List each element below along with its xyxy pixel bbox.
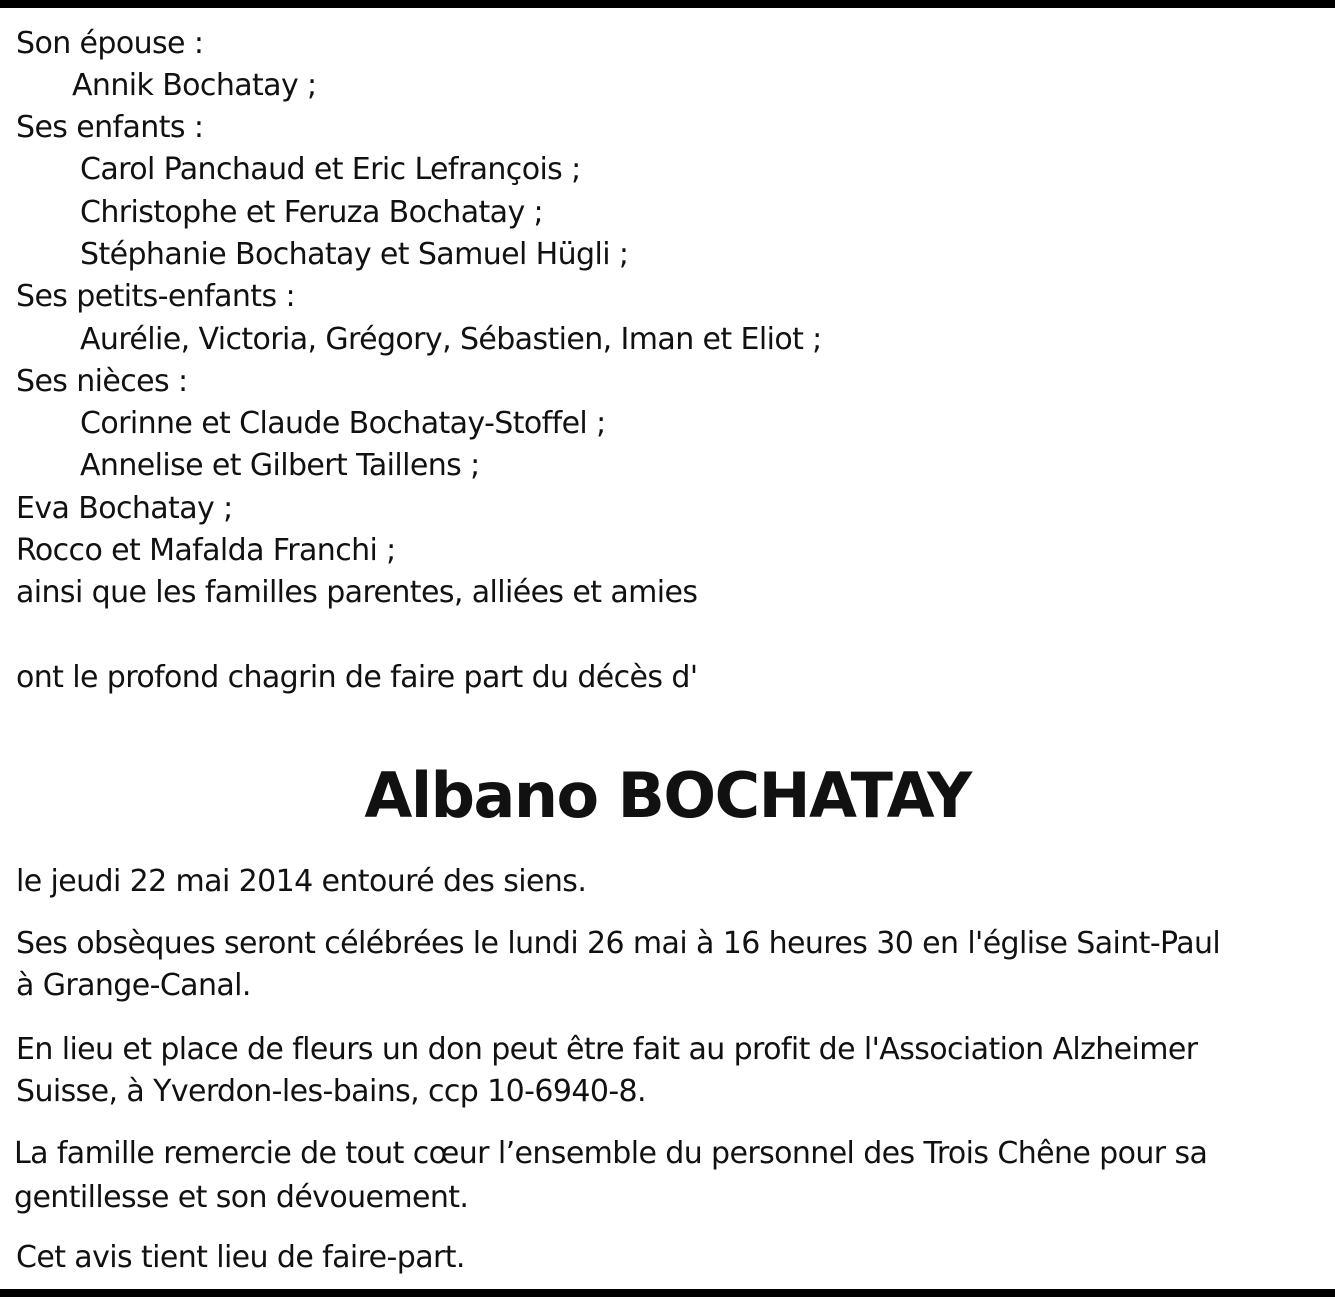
deceased-name: Albano BOCHATAY <box>364 759 971 832</box>
donation-line: En lieu et place de fleurs un don peut être fait au profit de l'Association Alzheimer <box>16 1032 1198 1067</box>
donation-line: Suisse, à Yverdon-les-bains, ccp 10-6940-8. <box>16 1074 646 1109</box>
relatives-closing-line: ainsi que les familles parentes, alliées et amies <box>16 575 698 610</box>
child-entry: Carol Panchaud et Eric Lefrançois ; <box>80 152 581 187</box>
thanks-line: gentillesse et son dévouement. <box>14 1180 469 1215</box>
relative-entry: Eva Bochatay ; <box>16 491 233 526</box>
grandchildren-names: Aurélie, Victoria, Grégory, Sébastien, Iman et Eliot ; <box>80 322 822 357</box>
announcement-line: ont le profond chagrin de faire part du décès d' <box>16 660 698 695</box>
funeral-line: Ses obsèques seront célébrées le lundi 26 mai à 16 heures 30 en l'église Saint-Paul <box>16 926 1221 961</box>
thanks-line: La famille remercie de tout cœur l’ensemble du personnel des Trois Chêne pour sa <box>14 1136 1208 1171</box>
top-border-rule <box>0 0 1335 8</box>
nieces-heading: Ses nièces : <box>16 364 188 399</box>
niece-entry: Corinne et Claude Bochatay-Stoffel ; <box>80 406 606 441</box>
grandchildren-heading: Ses petits-enfants : <box>16 279 295 314</box>
bottom-border-rule <box>0 1289 1335 1297</box>
niece-entry: Annelise et Gilbert Taillens ; <box>80 448 480 483</box>
spouse-heading: Son épouse : <box>16 26 204 61</box>
funeral-line: à Grange-Canal. <box>16 968 251 1003</box>
death-date-line: le jeudi 22 mai 2014 entouré des siens. <box>16 864 587 899</box>
children-heading: Ses enfants : <box>16 110 204 145</box>
relative-entry: Rocco et Mafalda Franchi ; <box>16 533 396 568</box>
closing-line: Cet avis tient lieu de faire-part. <box>16 1240 465 1275</box>
child-entry: Christophe et Feruza Bochatay ; <box>80 195 544 230</box>
spouse-name: Annik Bochatay ; <box>72 68 317 103</box>
child-entry: Stéphanie Bochatay et Samuel Hügli ; <box>80 237 629 272</box>
